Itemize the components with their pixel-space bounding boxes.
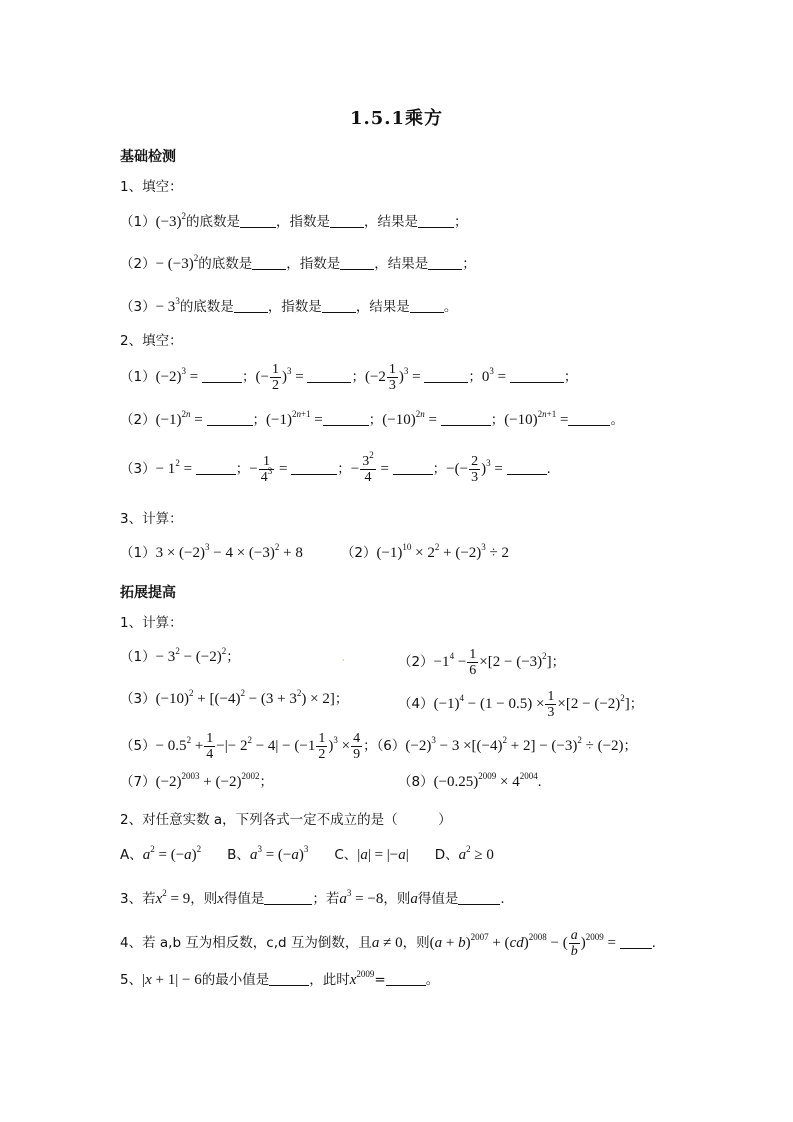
- extend-q1-item3: $(3)(-10)^2 + [(-4)^2 - (3 + 3^2) \times 2]$；: [120, 688, 349, 707]
- answer-blank[interactable]: [510, 368, 564, 383]
- basic-q3-line: $(1)3 \times (-2)^3 - 4 \times (-3)^2 + 8$ $(2)(-1)^{10} \times 2^2 + (-2)^3 \div 2$: [120, 542, 510, 561]
- basic-q2-line1: $(1)(-2)^3$ = ；(− $\frac{1}{2}$ )$^3$ = ；(−2 $\frac{1}{3}$ )$^3$ = ；$0^3$ = ；: [120, 362, 578, 393]
- answer-blank[interactable]: [340, 255, 374, 270]
- answer-blank[interactable]: [322, 298, 356, 313]
- answer-blank[interactable]: [307, 368, 351, 383]
- basic-q2-label: 2、填空：: [120, 333, 183, 349]
- answer-blank[interactable]: [291, 460, 337, 475]
- option-b[interactable]: B、: [227, 847, 250, 863]
- extend-q1-item2: $(2)-1^4$ − $\frac{1}{6}$ $\times[2 - (-3)^2]$；: [398, 647, 566, 678]
- answer-blank[interactable]: [410, 298, 444, 313]
- option-d[interactable]: D、: [434, 847, 459, 863]
- extend-q1-item8: $(8)(-0.25)^{2009} \times 4^{2004}$.: [398, 771, 542, 790]
- answer-blank[interactable]: [386, 971, 426, 986]
- answer-blank[interactable]: [234, 298, 268, 313]
- extend-q2-options: A、$a^2 = (-a)^2$ B、$a^3 = (-a)^3$ C、|a| = |−a| D、$a^2 \ge 0$: [120, 844, 494, 863]
- option-c[interactable]: C、: [334, 847, 358, 863]
- answer-blank[interactable]: [418, 213, 454, 228]
- basic-q1-label: 1、填空：: [120, 179, 183, 195]
- basic-q3-label: 3、计算：: [120, 511, 183, 527]
- extend-q3-line: 3、若$x^2 = 9$，则x得值是 ；若$a^3 = -8$，则a得值是 .: [120, 888, 505, 907]
- answer-blank[interactable]: [507, 460, 547, 475]
- answer-blank[interactable]: [441, 411, 491, 426]
- section-heading-extend: 拓展提高: [120, 585, 176, 601]
- answer-blank[interactable]: [323, 411, 369, 426]
- basic-q1-line1: $(1)(-3)^2$的底数是 ，指数是 ，结果是 ；: [120, 211, 468, 230]
- extend-q1-item7: $(7)(-2)^{2003} + (-2)^{2002}$；: [120, 771, 273, 790]
- answer-blank[interactable]: [196, 460, 236, 475]
- answer-blank[interactable]: [330, 213, 364, 228]
- answer-blank[interactable]: [207, 411, 253, 426]
- answer-blank[interactable]: [428, 255, 462, 270]
- extend-q1-item1: $(1)- 3^2 - (-2)^2$；: [120, 646, 240, 665]
- option-a[interactable]: A、: [120, 847, 143, 863]
- answer-blank[interactable]: [568, 411, 610, 426]
- basic-q1-line2: $(2)- (-3)^2$的底数是 ，指数是 ，结果是 ；: [120, 253, 476, 272]
- answer-blank[interactable]: [252, 255, 286, 270]
- answer-blank[interactable]: [264, 890, 312, 905]
- basic-q2-line2: $(2)(-1)^{2n}$ = ；$(-1)^{2n+1}$ = ；$(-10)^{2n}$ = ；$(-10)^{2n+1}$ = 。: [120, 409, 624, 428]
- answer-blank[interactable]: [620, 934, 652, 949]
- section-heading-basic: 基础检测: [120, 149, 176, 165]
- answer-blank[interactable]: [269, 971, 309, 986]
- extend-q2-text: 2、对任意实数 a，下列各式一定不成立的是（ ）: [120, 812, 452, 828]
- extend-q1-item5: $(5)- 0.5^2$ + $\frac{1}{4}$ −|− $2^2 - 4| - (-1$ $\frac{1}{2}$ )$^3$ × $\frac{4}{9}$ ；$(6)(-2)^3 - 3 \times[(-4)^2 + 2] - (-3)^2 \div (-2)$；: [120, 731, 638, 762]
- answer-blank[interactable]: [393, 460, 433, 475]
- answer-blank[interactable]: [202, 368, 242, 383]
- extend-q5-line: 5、|x + 1| − 6的最小值是 ，此时$x^{2009}=$ 。: [120, 969, 440, 988]
- extend-q4-line: 4、若 a,b 互为相反数，c,d 互为倒数，且a ≠ 0，则$(a + b)^{2007} + (cd)^{2008}$ − ( $\frac{a}{b}$ )$^{2009}$ = .: [120, 928, 656, 959]
- extend-q1-item4: $(4)(-1)^4 - (1 - 0.5)$ × $\frac{1}{3}$ $\times[2 - (-2)^2]$；: [398, 689, 644, 720]
- page-title: 1.5.1乘方: [349, 108, 444, 129]
- answer-blank[interactable]: [458, 890, 500, 905]
- answer-blank[interactable]: [424, 368, 468, 383]
- answer-blank[interactable]: [240, 213, 276, 228]
- stray-dot: ·: [342, 656, 345, 665]
- basic-q2-line3: $(3)- 1^2$ = ；− $\frac{1}{4^3}$ = ；− $\frac{3^2}{4}$ = ；−(− $\frac{2}{3}$ )$^3$ = .: [120, 450, 551, 485]
- extend-q1-label: 1、计算：: [120, 615, 183, 631]
- basic-q1-line3: $(3)- 3^3$的底数是 ，指数是 ，结果是 。: [120, 296, 458, 315]
